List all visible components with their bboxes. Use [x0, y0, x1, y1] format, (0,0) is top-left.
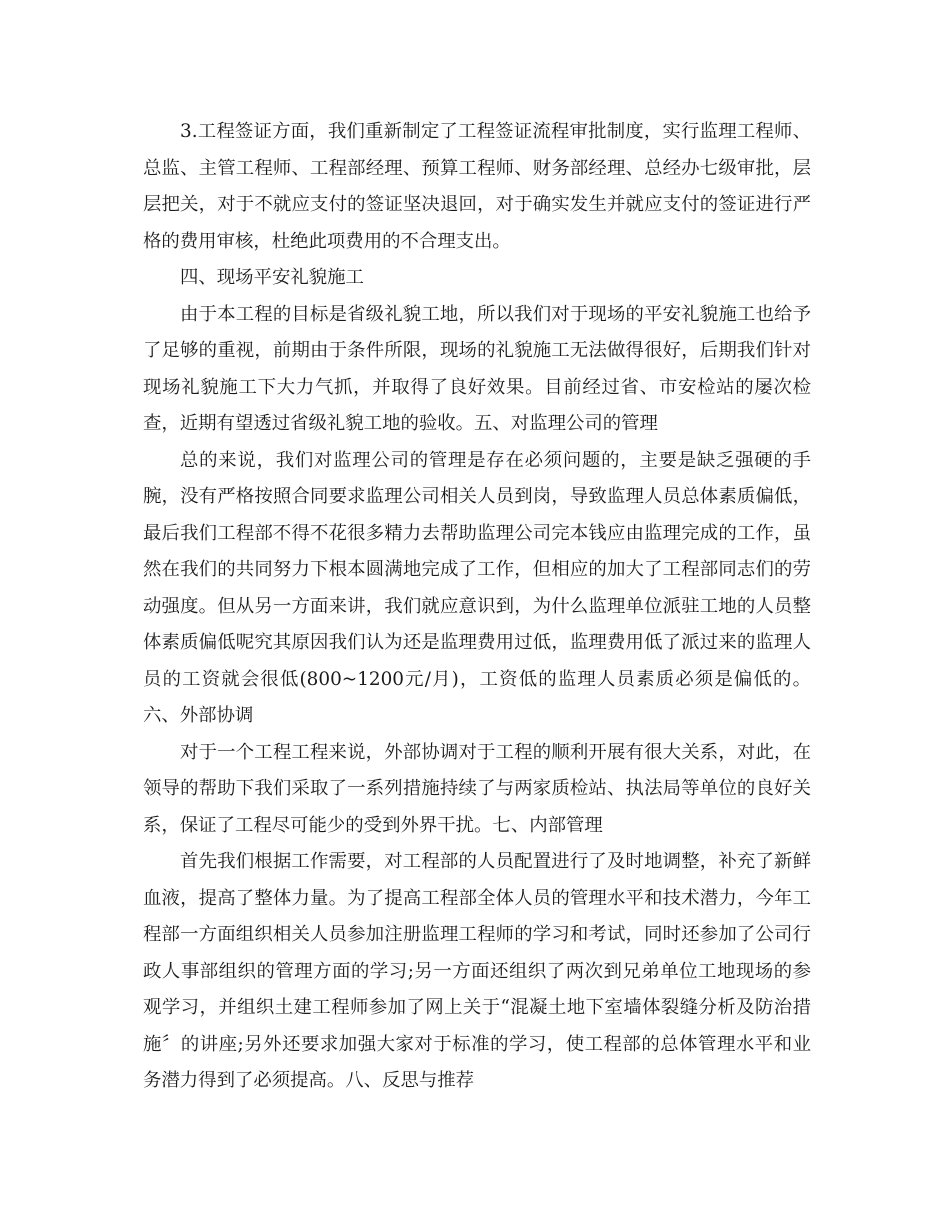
document-body	[143, 114, 811, 1100]
paragraph-supervision-management: 总的来说，我们对监理公司的管理是存在必须问题的，主要是缺乏强硬的手腕，没有严格按照合同要求监理公司相关人员到岗，导致监理人员总体素质偏低，最后我们工程部不得不花很多精力去帮助监理公司完本钱应由监理完成的工作，虽然在我们的共同努力下根本圆满地完成了工作，但相应的加大了工程部同志们的劳动强度。但从另一方面来讲，我们就应意识到，为什么监理单位派驻工地的人员整体素质偏低呢究其原因我们认为还是监理费用过低，监理费用低了派过来的监理人员的工资就会很低(800~1200元/月)，工资低的监理人员素质必须是偏低的。六、外部协调	[143, 449, 811, 726]
paragraph-visa-management: 3.工程签证方面，我们重新制定了工程签证流程审批制度，实行监理工程师、总监、主管工程师、工程部经理、预算工程师、财务部经理、总经办七级审批，层层把关，对于不就应支付的签证坚决退回，对于确实发生并就应支付的签证进行严格的费用审核，杜绝此项费用的不合理支出。	[143, 121, 811, 252]
paragraph-internal-management: 首先我们根据工作需要，对工程部的人员配置进行了及时地调整，补充了新鲜血液，提高了整体力量。为了提高工程部全体人员的管理水平和技术潜力，今年工程部一方面组织相关人员参加注册监理工程师的学习和考试，同时还参加了公司行政人事部组织的管理方面的学习;另一方面还组织了两次到兄弟单位工地现场的参观学习，并组织土建工程师参加了网上关于“混凝土地下室墙体裂缝分析及防治措施〞的讲座;另外还要求加强大家对于标准的学习，使工程部的总体管理水平和业务潜力得到了必须提高。八、反思与推荐	[143, 851, 811, 1091]
paragraph-site-safety: 由于本工程的目标是省级礼貌工地，所以我们对于现场的平安礼貌施工也给予了足够的重视，前期由于条件所限，现场的礼貌施工无法做得很好，后期我们针对现场礼貌施工下大力气抓，并取得了良好效果。目前经过省、市安检站的屡次检查，近期有望透过省级礼貌工地的验收。五、对监理公司的管理	[143, 303, 811, 434]
paragraph-external-coordination: 对于一个工程工程来说，外部协调对于工程的顺利开展有很大关系，对此，在领导的帮助下我们采取了一系列措施持续了与两家质检站、执法局等单位的良好关系，保证了工程尽可能少的受到外界干扰。七、内部管理	[143, 741, 811, 836]
section-heading-site-safety: 四、现场平安礼貌施工	[180, 267, 364, 288]
